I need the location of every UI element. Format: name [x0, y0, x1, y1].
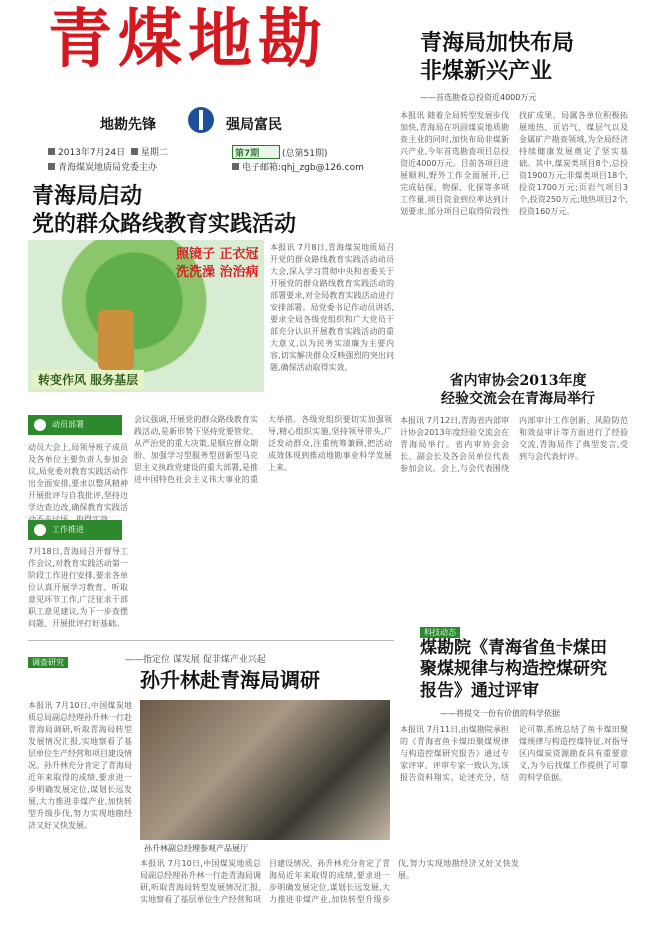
top-right-headline-line1: 青海局加快布局 — [420, 30, 575, 56]
main-body-right: 本报讯 7月8日,青海煤炭地质局召开党的群众路线教育实践活动动员大会,深入学习贯彻中央和省委关于开展党的群众路线教育实践活动的部署要求,对全局教育实践活动进行安排部署。局党委书记作动员讲话,要求全局各级党组织和广大党员干部充分认识开展教育实践活动的重大意义,以为民务实清廉为主要内容,切实解决群众反映强烈的突出问题,确保活动取得实效。 — [270, 243, 394, 372]
publisher: 青海煤炭地质局党委主办 — [58, 163, 158, 173]
investigation-photo-caption: 孙升林副总经理参观产品展厅 — [144, 844, 248, 853]
coal-research-headline-line2: 聚煤规律与构造控煤研究 — [420, 659, 607, 680]
masthead-title: 青煤地勘 — [48, 2, 328, 77]
cartoon-tag-2: 洗洗澡 治治病 — [176, 265, 259, 280]
coal-research-subline: ——将提交一份有价值的科学依据 — [440, 709, 560, 718]
main-headline-line2: 党的群众路线教育实践活动 — [32, 210, 297, 237]
slogan-left: 地勘先锋 — [100, 117, 156, 133]
association-headline-line2: 经验交流会在青海局举行 — [441, 390, 595, 407]
divider-rule — [28, 640, 394, 641]
investigation-body-right: 本报讯 7月10日,中国煤炭地质总局副总经理孙升林一行赴青海局调研,听取青海局转型发展情况汇报,实地察看了基层单位生产经营和项目建设情况。孙升林充分肯定了青海局近年来取得的成绩,要求进一步明确发展定位,谋划长远发展,大力推进非煤产业,加快转型升级步伐,努力实现地勘经济又好又快发展。 — [140, 859, 519, 904]
issue-number: 第7期 — [235, 149, 260, 159]
square-bullet-icon — [232, 163, 239, 170]
issue-date-line — [48, 145, 168, 158]
cartoon-illustration — [28, 240, 264, 392]
coal-research-section-label: 科技动态 — [420, 627, 460, 638]
email-line — [232, 160, 364, 173]
circle-marker-icon — [34, 419, 46, 431]
coal-research-body: 本报讯 7月11日,由煤勘院承担的《青海省鱼卡煤田聚煤规律与构造控煤研究报告》通过专家评审。评审专家一致认为,该报告资料翔实、论述充分、结论可靠,系统总结了鱼卡煤田聚煤规律与构造控煤特征,对指导区内煤炭资源勘查具有重要意义,为今后找煤工作提供了可靠的科学依据。 — [400, 725, 628, 782]
cartoon-tag-1: 照镜子 正衣冠 — [176, 247, 259, 262]
top-right-headline — [420, 30, 574, 85]
coal-research-section-tag — [420, 620, 460, 639]
issue-total: (总第51期) — [282, 149, 328, 159]
investigation-section-tag — [28, 650, 68, 669]
email: 电子邮箱:qhj_zgb@126.com — [242, 163, 364, 173]
publisher-line — [48, 160, 157, 173]
square-bullet-icon — [48, 163, 55, 170]
investigation-headline: 孙升林赴青海局调研 — [140, 668, 320, 692]
top-right-headline-line2: 非煤新兴产业 — [420, 57, 553, 84]
investigation-section-label: 调查研究 — [28, 657, 68, 668]
issue-date: 2013年7月24日 — [58, 148, 126, 158]
slogan-right: 强局富民 — [226, 117, 282, 133]
section-bar-1 — [28, 415, 122, 435]
main-headline-line1: 青海局启动 — [32, 183, 143, 209]
square-bullet-icon — [48, 148, 55, 155]
section-bar-2 — [28, 520, 122, 540]
association-headline-line1: 省内审协会2013年度 — [449, 373, 587, 389]
main-body-bottom: 会议强调,开展党的群众路线教育实践活动,是新形势下坚持党要管党、从严治党的重大决策,是顺应群众期盼、加强学习型服务型创新型马克思主义执政党建设的重大部署,是推进中国特色社会主义伟大事业的重大举措。各级党组织要切实加强领导,精心组织实施,坚持领导带头,广泛发动群众,注重统筹兼顾,把活动成效体现到推动地勘事业科学发展上来。 — [134, 415, 392, 484]
weekday: 星期二 — [140, 148, 168, 158]
coal-research-headline-line3: 报告》通过评审 — [420, 680, 539, 701]
section2-label: 工作推进 — [52, 525, 84, 534]
investigation-subline: ——指定位 谋发展 促非煤产业兴起 — [125, 655, 266, 665]
tree-trunk-shape — [98, 310, 134, 370]
investigation-body-left: 本报讯 7月10日,中国煤炭地质总局副总经理孙升林一行赴青海局调研,听取青海局转型发展情况汇报,实地察看了基层单位生产经营和项目建设情况。孙升林充分肯定了青海局近年来取得的成绩,要求进一步明确发展定位,谋划长远发展,大力推进非煤产业,加快转型升级步伐,努力实现地勘经济又好又快发展。 — [28, 701, 132, 830]
top-right-subline: ——首选勘查总投资近4000万元 — [420, 93, 537, 102]
cartoon-caption: 转变作风 服务基层 — [32, 370, 144, 389]
section2-body: 7月18日,青海局召开督导工作会议,对教育实践活动第一阶段工作进行安排,要求各单位认真开展学习教育、听取意见环节工作,广泛征求干部职工意见建议,为下一步查摆问题、开展批评打好基础。 — [28, 547, 128, 628]
section1-body: 动员大会上,局领导班子成员及各单位主要负责人参加会议,局党委对教育实践活动作出全面安排,要求以整风精神开展批评与自我批评,坚持边学边查边改,确保教育实践活 — [28, 443, 128, 512]
bureau-logo-icon — [188, 107, 214, 133]
top-right-body: 本报讯 随着全局转型发展步伐加快,青海局在巩固煤炭地质勘查主业的同时,加快布局非煤新兴产业,今年首选勘查项目总投资近4000万元。目前各项目进展顺利,野外工作全面展开,已完成钻探、物探、化探等多项工作量,项目资金到位率达到计划要求,部分项目已取得阶段性找矿成果。局属各单位积极拓展地热、页岩气、煤层气以及金属矿产勘查领域,为全局经济持续健康发展奠定了坚实基础。其中,煤炭类项目8个,总投资1900万元;非煤类项目18个,投资1700万元;页岩气项目3个,投资250万元;地热项目2个,投资160万元。 — [400, 111, 628, 216]
coal-research-headline — [420, 638, 607, 702]
association-headline — [418, 373, 618, 408]
main-headline — [32, 183, 296, 238]
investigation-photo — [140, 700, 390, 840]
association-body: 本报讯 7月12日,青海省内部审计协会2013年度经验交流会在青海局举行。省内审协会会长、副会长及各会员单位代表参加会议。会上,与会代表围绕内部审计工作创新、风险防范和效益审计等方面进行了经验交流,青海局作了典型发言,受到与会代表好评。 — [400, 416, 628, 473]
square-bullet-icon — [131, 148, 138, 155]
section1-label: 动员部署 — [52, 420, 84, 429]
circle-marker-icon — [34, 524, 46, 536]
coal-research-headline-line1: 煤勘院《青海省鱼卡煤田 — [420, 638, 607, 658]
